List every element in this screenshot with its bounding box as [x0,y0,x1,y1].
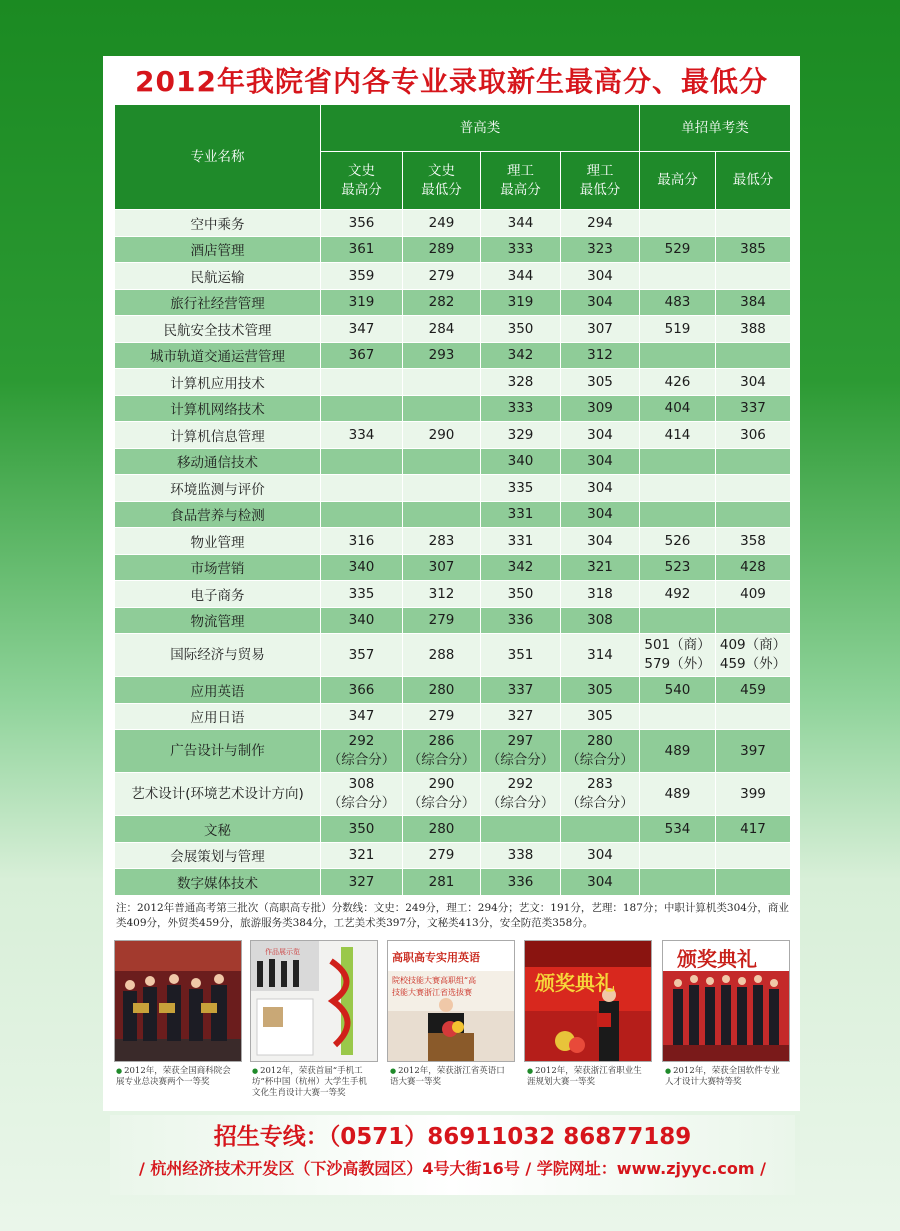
score-cell: 331 [481,528,561,555]
score-line: （综合分） [566,795,634,811]
score-cell: 366 [321,677,403,704]
table-row [115,677,791,704]
table-row [115,369,791,396]
header-sub-line: 理工 [507,162,534,179]
score-cell: 316 [321,528,403,555]
score-cell: 359 [321,263,403,290]
score-line: （综合分） [486,795,555,811]
award-photo-1 [114,940,242,1062]
major-name: 物业管理 [115,528,321,555]
header-sub-line: 理工 [586,162,614,179]
header-sub-line: 最低分 [579,181,621,198]
score-cell [321,448,403,475]
score-cell: 350 [321,816,403,843]
score-cell: 319 [321,289,403,316]
score-cell: 333 [481,236,561,263]
photo-5-banner-text: 颁奖典礼 [677,947,757,971]
score-cell [640,210,716,237]
award-photo-3 [387,940,515,1062]
score-cell: 284 [403,316,481,343]
score-cell: 321 [561,554,640,581]
score-cell: 351 [481,634,561,677]
score-cell [403,475,481,502]
score-cell: 347 [321,316,403,343]
score-cell [716,842,791,869]
score-cell: 334 [321,422,403,449]
score-cell: 305 [561,703,640,730]
score-cell: 290 [403,422,481,449]
score-cell [640,342,716,369]
score-cell [640,448,716,475]
award-photo-2 [250,940,378,1062]
score-cell [640,263,716,290]
admission-hotline: 招生专线：（0571）86911032 86877189 [213,1124,692,1150]
score-cell: 304 [561,448,640,475]
table-row [115,422,791,449]
major-name: 民航运输 [115,263,321,290]
score-line: 292 [348,733,375,749]
page-title: 2012年我院省内各专业录取新生最高分、最低分 [135,65,768,98]
score-cell [640,475,716,502]
score-cell: 414 [640,422,716,449]
score-cell: 279 [403,703,481,730]
score-cell: 249 [403,210,481,237]
score-cell: 304 [561,501,640,528]
score-line: （综合分） [327,795,396,811]
table-row [115,703,791,730]
score-cell [561,773,640,816]
table-row [115,395,791,422]
score-cell: 361 [321,236,403,263]
score-cell: 336 [481,869,561,896]
major-name: 国际经济与贸易 [115,634,321,677]
major-name: 环境监测与评价 [115,475,321,502]
score-cell [716,263,791,290]
score-cell: 356 [321,210,403,237]
score-line: 292 [507,776,534,792]
major-name: 物流管理 [115,607,321,634]
score-cell [716,342,791,369]
score-cell: 280 [403,677,481,704]
score-cell: 319 [481,289,561,316]
score-cell [640,703,716,730]
score-cell: 279 [403,263,481,290]
score-cell [403,501,481,528]
college-address: / 杭州经济技术开发区（下沙高教园区）4号大街16号 / 学院网址：www.zjyyc.com / [139,1159,766,1178]
major-name: 艺术设计(环境艺术设计方向) [115,773,321,816]
score-cell [321,475,403,502]
score-line: 297 [507,733,534,749]
score-cell: 344 [481,263,561,290]
table-row [115,634,791,677]
score-cell: 523 [640,554,716,581]
score-cell [640,607,716,634]
score-cell [716,869,791,896]
score-cell: 306 [716,422,791,449]
table-row [115,475,791,502]
score-cell: 283 [403,528,481,555]
score-cell: 384 [716,289,791,316]
score-cell [321,501,403,528]
score-cell [716,501,791,528]
table-row [115,554,791,581]
major-name: 文秘 [115,816,321,843]
score-cell: 350 [481,316,561,343]
photo-4-banner-text: 颁奖典礼 [535,971,615,995]
header-sub-0 [321,152,403,210]
score-cell: 397 [716,730,791,773]
table-row [115,730,791,773]
score-line: （综合分） [327,752,396,768]
major-name: 移动通信技术 [115,448,321,475]
score-cell: 347 [321,703,403,730]
table-row [115,501,791,528]
score-cell: 519 [640,316,716,343]
major-name: 旅行社经营管理 [115,289,321,316]
score-cell [716,448,791,475]
major-name: 酒店管理 [115,236,321,263]
score-cell [716,703,791,730]
score-line: 286 [428,733,455,749]
score-cell: 357 [321,634,403,677]
score-cell [321,730,403,773]
score-cell: 307 [403,554,481,581]
score-cell [561,730,640,773]
score-cell: 304 [561,475,640,502]
score-cell: 279 [403,842,481,869]
score-line: （综合分） [407,752,476,768]
score-cell: 340 [321,554,403,581]
score-cell [481,773,561,816]
score-cell [716,475,791,502]
major-name: 食品营养与检测 [115,501,321,528]
photo-caption-5: ● 2012年，荣获全国软件专业人才设计大赛特等奖 [665,1066,780,1087]
score-table [114,104,791,896]
score-cell: 288 [403,634,481,677]
score-cell: 385 [716,236,791,263]
score-cell: 280 [403,816,481,843]
header-major: 专业名称 [115,105,321,210]
score-cell: 335 [321,581,403,608]
score-cell: 417 [716,816,791,843]
header-sub-1 [403,152,481,210]
photo-3-sub-text-1: 院校技能大赛高职组“高 [392,976,477,985]
header-sub-5 [716,152,791,210]
table-row [115,210,791,237]
score-cell: 336 [481,607,561,634]
major-name: 应用英语 [115,677,321,704]
score-cell: 492 [640,581,716,608]
score-line: 283 [587,776,613,792]
score-cell: 305 [561,369,640,396]
score-cell: 399 [716,773,791,816]
score-line: 409（商） [719,637,787,653]
award-photo-4 [524,940,652,1062]
photo-caption-2: ● 2012年，荣获首届“手机工坊”杯中国（杭州）大学生手机文化生肖设计大赛一等奖 [252,1066,367,1098]
major-name: 计算机应用技术 [115,369,321,396]
table-row [115,316,791,343]
score-cell: 312 [403,581,481,608]
table-row [115,581,791,608]
score-cell: 328 [481,369,561,396]
score-cell: 308 [561,607,640,634]
score-cell: 327 [481,703,561,730]
photo-3-banner-text: 高职高专实用英语 [392,951,480,964]
score-cell: 307 [561,316,640,343]
score-cell: 459 [716,677,791,704]
score-line: 280 [587,733,613,749]
score-cell: 329 [481,422,561,449]
score-cell [640,634,716,677]
score-cell [716,634,791,677]
score-cell [403,730,481,773]
score-cell: 327 [321,869,403,896]
score-cell: 426 [640,369,716,396]
score-cell [321,773,403,816]
score-cell [481,816,561,843]
major-name: 计算机网络技术 [115,395,321,422]
score-cell: 314 [561,634,640,677]
table-row [115,842,791,869]
score-cell: 529 [640,236,716,263]
score-cell: 279 [403,607,481,634]
header-sub-line: 文史 [348,162,375,179]
score-cell: 409 [716,581,791,608]
major-name: 空中乘务 [115,210,321,237]
score-cell: 304 [561,842,640,869]
score-cell: 289 [403,236,481,263]
major-name: 市场营销 [115,554,321,581]
score-cell [403,395,481,422]
score-cell: 331 [481,501,561,528]
photo-caption-3: ● 2012年，荣获浙江省英语口语大赛一等奖 [390,1066,505,1087]
score-cell: 294 [561,210,640,237]
score-cell: 342 [481,342,561,369]
score-line: 290 [428,776,455,792]
score-line: （综合分） [407,795,476,811]
score-note: 注：2012年普通高考第三批次（高职高专批）分数线：文史：249分，理工：294分；艺文：191分，艺理：187分；中职计算机类304分，商业类409分，外贸类459分，旅游服务类384分，工艺美术类397分，文秘类413分，安全防范类358分。 [116,902,789,929]
score-line: 308 [348,776,375,792]
major-name: 会展策划与管理 [115,842,321,869]
table-row [115,773,791,816]
table-row [115,236,791,263]
score-cell: 304 [561,422,640,449]
table-row [115,263,791,290]
table-row [115,289,791,316]
score-cell: 282 [403,289,481,316]
score-cell: 358 [716,528,791,555]
score-cell [403,448,481,475]
major-name: 计算机信息管理 [115,422,321,449]
score-cell [640,869,716,896]
score-cell [561,816,640,843]
score-cell [321,369,403,396]
major-name: 城市轨道交通运营管理 [115,342,321,369]
table-row [115,528,791,555]
score-cell: 340 [481,448,561,475]
score-line: 579（外） [644,656,711,672]
table-row [115,607,791,634]
header-sub-4 [640,152,716,210]
score-cell [716,607,791,634]
major-name: 应用日语 [115,703,321,730]
score-cell: 489 [640,773,716,816]
score-cell: 338 [481,842,561,869]
table-row [115,448,791,475]
score-line: （综合分） [486,752,555,768]
score-cell: 304 [561,869,640,896]
score-cell: 335 [481,475,561,502]
score-cell: 304 [561,528,640,555]
score-cell: 483 [640,289,716,316]
score-cell: 293 [403,342,481,369]
score-line: （综合分） [566,752,634,768]
score-cell [481,730,561,773]
score-cell: 333 [481,395,561,422]
score-cell: 340 [321,607,403,634]
header-sub-line: 最高分 [341,181,382,198]
score-cell [640,842,716,869]
score-line: 501（商） [644,637,711,653]
header-sub-2 [481,152,561,210]
score-cell: 309 [561,395,640,422]
major-name: 电子商务 [115,581,321,608]
header-group-single: 单招单考类 [640,105,791,152]
score-cell: 281 [403,869,481,896]
score-cell: 312 [561,342,640,369]
score-cell [403,773,481,816]
score-cell: 540 [640,677,716,704]
header-sub-line: 最低分 [421,181,462,198]
major-name: 民航安全技术管理 [115,316,321,343]
table-row [115,342,791,369]
score-cell: 337 [481,677,561,704]
header-group-general: 普高类 [321,105,640,152]
photo-3-sub-text-2: 技能大赛浙江省选拔赛 [392,988,472,997]
header-sub-line: 文史 [428,162,455,179]
score-cell: 305 [561,677,640,704]
score-cell: 321 [321,842,403,869]
score-cell [640,501,716,528]
score-line: 459（外） [719,656,787,672]
score-cell: 318 [561,581,640,608]
table-row [115,869,791,896]
score-cell: 337 [716,395,791,422]
score-cell: 489 [640,730,716,773]
score-cell: 342 [481,554,561,581]
table-row [115,816,791,843]
score-cell: 323 [561,236,640,263]
photo-2-board-text: 作品展示览 [265,948,300,956]
score-cell [403,369,481,396]
header-sub-3 [561,152,640,210]
score-cell: 304 [561,263,640,290]
score-cell: 350 [481,581,561,608]
score-cell [716,210,791,237]
score-cell: 534 [640,816,716,843]
header-sub-line: 最高分 [500,181,541,198]
photo-caption-1: ● 2012年，荣获全国商科院会展专业总决赛两个一等奖 [116,1066,231,1087]
score-cell: 388 [716,316,791,343]
score-cell: 404 [640,395,716,422]
score-cell: 367 [321,342,403,369]
header-sub-line: 最低分 [732,172,774,188]
major-name: 数字媒体技术 [115,869,321,896]
score-cell: 304 [716,369,791,396]
score-cell: 428 [716,554,791,581]
major-name: 广告设计与制作 [115,730,321,773]
score-cell: 304 [561,289,640,316]
score-cell: 526 [640,528,716,555]
score-cell: 344 [481,210,561,237]
award-photo-5 [662,940,790,1062]
photo-caption-4: ● 2012年，荣获浙江省职业生涯规划大赛一等奖 [527,1066,642,1087]
header-sub-line: 最高分 [657,172,698,188]
score-cell [321,395,403,422]
